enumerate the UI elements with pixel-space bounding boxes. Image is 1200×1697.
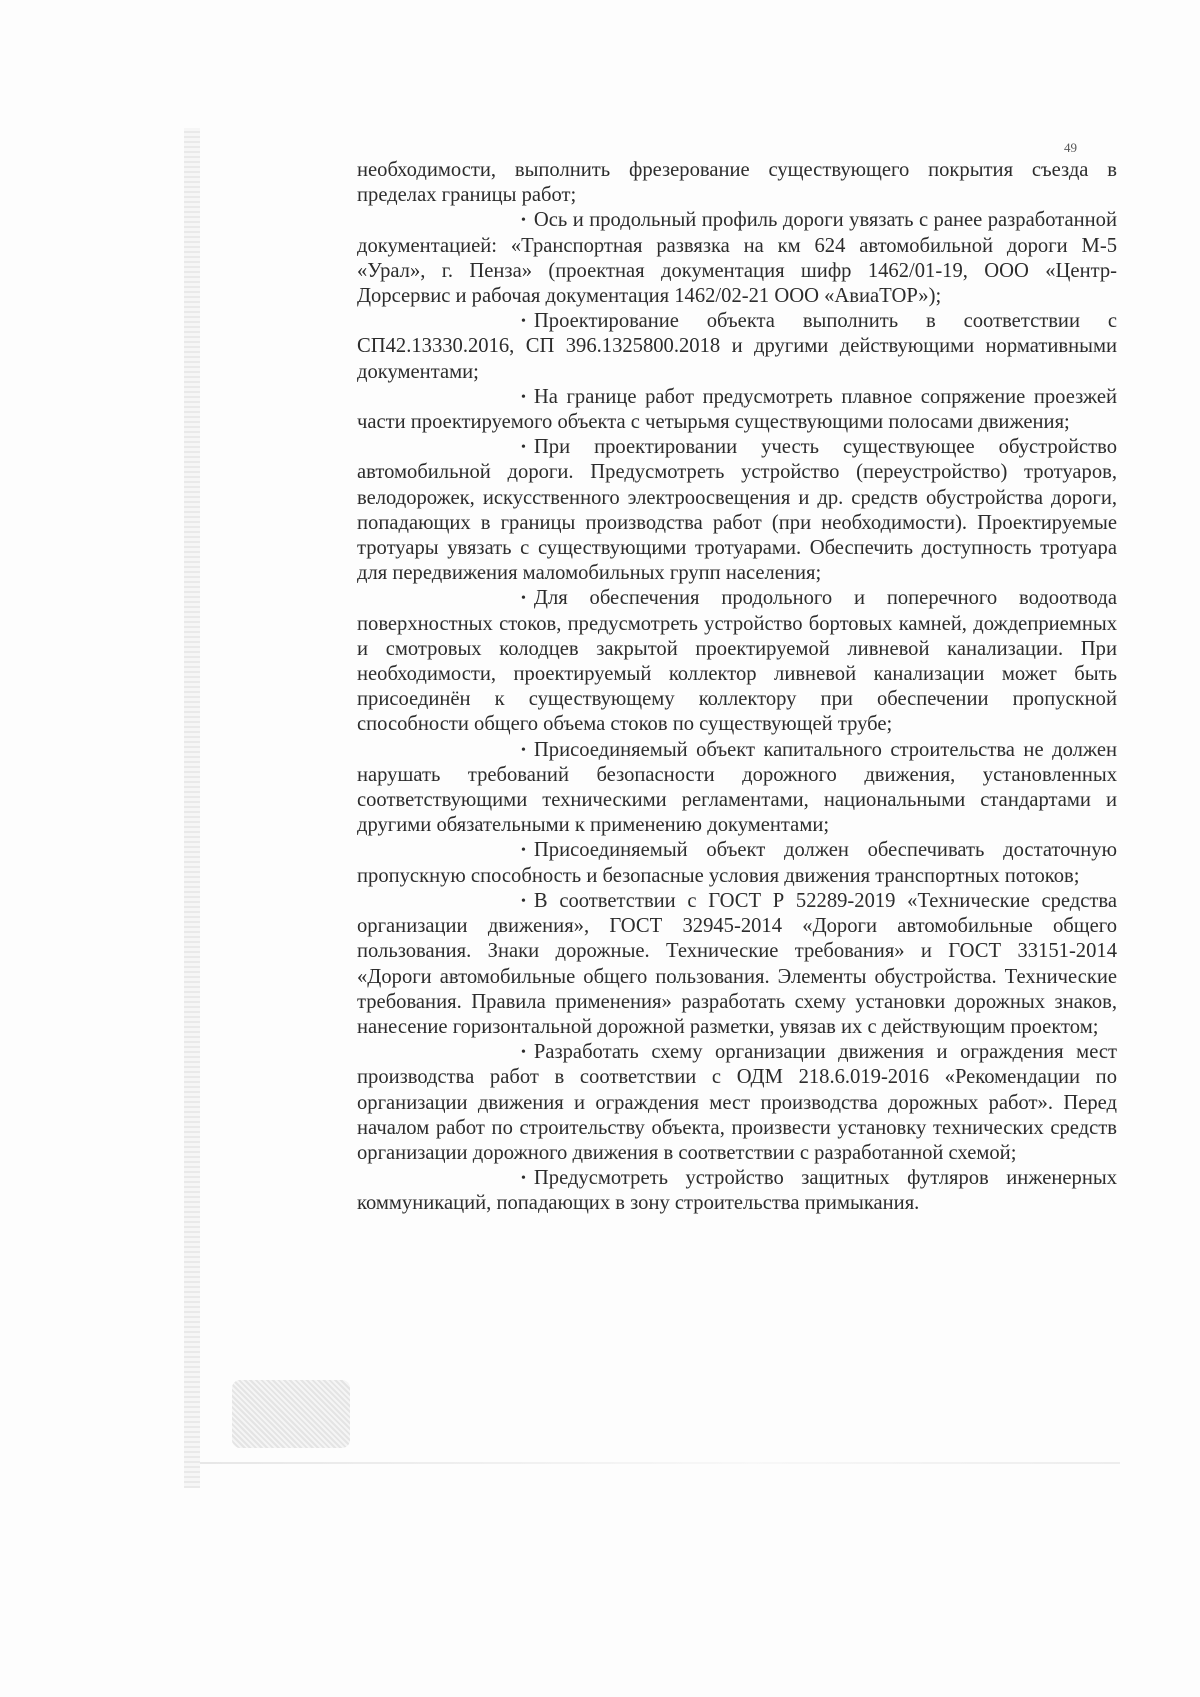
list-item bbox=[357, 1040, 1117, 1166]
bullet-icon: • bbox=[521, 1171, 526, 1187]
list-item bbox=[357, 889, 1117, 1040]
scan-artifact-blotch bbox=[232, 1380, 350, 1448]
bullet-icon: • bbox=[521, 893, 526, 909]
scan-artifact-line bbox=[200, 1462, 1120, 1464]
list-item bbox=[357, 435, 1117, 586]
list-item-text: Предусмотреть устройство защитных футляров инженерных коммуникаций, попадающих в зону строительства примыкания. bbox=[357, 1167, 1117, 1215]
list-item bbox=[357, 738, 1117, 839]
bullet-icon: • bbox=[521, 1045, 526, 1061]
list-item-text: Разработать схему организации движения и ограждения мест производства работ в соответствии с ОДМ 218.6.019-2016 «Рекомендации по организации движения и ограждения мест производства дорожных работ». Перед началом работ по строительству объекта, произвести установку технических средств организации дорожного движения в соответствии с разработанной схемой; bbox=[357, 1041, 1117, 1164]
list-item bbox=[357, 1166, 1117, 1216]
list-item bbox=[357, 586, 1117, 737]
lead-paragraph: необходимости, выполнить фрезерование существующего покрытия съезда в пределах границы работ; bbox=[357, 159, 1117, 207]
list-item-text: При проектировании учесть существующее обустройство автомобильной дороги. Предусмотреть устройство (переустройство) тротуаров, велодорожек, искусственного электроосвещения и др. средств обустройства дороги, попадающих в границы производства работ (при необходимости). Проектируемые тротуары увязать с существующими тротуарами. Обеспечить доступность тротуара для передвижения маломобильных групп населения; bbox=[357, 436, 1117, 585]
list-item-text: Для обеспечения продольного и поперечного водоотвода поверхностных стоков, предусмотреть устройство бортовых камней, дождеприемных и смотровых колодцев закрытой проектируемой ливневой канализации. При необходимости, проектируемый коллектор ливневой канализации может быть присоединён к существующему коллектору при обеспечении пропускной способности общего объема стоков по существующей трубе; bbox=[357, 587, 1117, 736]
bullet-icon: • bbox=[521, 591, 526, 607]
list-item-text: Проектирование объекта выполнить в соответствии с СП42.13330.2016, СП 396.1325800.2018 и другими действующими нормативными документами; bbox=[357, 310, 1117, 383]
list-item-text: В соответствии с ГОСТ Р 52289-2019 «Технические средства организации движения», ГОСТ 32945-2014 «Дороги автомобильные общего пользования. Знаки дорожные. Технические требования» и ГОСТ 33151-2014 «Дороги автомобильные общего пользования. Элементы обустройства. Технические требования. Правила применения» разработать схему установки дорожных знаков, нанесение горизонтальной дорожной разметки, увязав их с действующим проектом; bbox=[357, 889, 1117, 1038]
bullet-icon: • bbox=[521, 440, 526, 456]
bullet-icon: • bbox=[521, 314, 526, 330]
list-item-text: Ось и продольный профиль дороги увязать с ранее разработанной документацией: «Транспортная развязка на км 624 автомобильной дороги М-5 «Урал», г. Пенза» (проектная документация шифр 1462/01-19, ООО «Центр-Дорсервис и рабочая документация 1462/02-21 ООО «АвиаТОР»); bbox=[357, 209, 1117, 308]
list-item bbox=[357, 838, 1117, 888]
bullet-icon: • bbox=[521, 389, 526, 405]
document-body bbox=[357, 158, 1117, 1217]
bullet-icon: • bbox=[521, 213, 526, 229]
bullet-icon: • bbox=[521, 843, 526, 859]
scan-artifact-strip bbox=[184, 128, 200, 1488]
list-item bbox=[357, 208, 1117, 309]
list-item-text: Присоединяемый объект должен обеспечивать достаточную пропускную способность и безопасные условия движения транспортных потоков; bbox=[357, 839, 1117, 887]
list-item-text: Присоединяемый объект капитального строительства не должен нарушать требований безопасности дорожного движения, установленных соответствующими техническими регламентами, национальными стандартами и другими обязательными к применению документами; bbox=[357, 738, 1117, 837]
list-item bbox=[357, 385, 1117, 435]
bullet-icon: • bbox=[521, 742, 526, 758]
page-number: 49 bbox=[1064, 140, 1077, 155]
list-item bbox=[357, 309, 1117, 385]
list-item-text: На границе работ предусмотреть плавное сопряжение проезжей части проектируемого объекта с четырьмя существующими полосами движения; bbox=[357, 385, 1117, 434]
